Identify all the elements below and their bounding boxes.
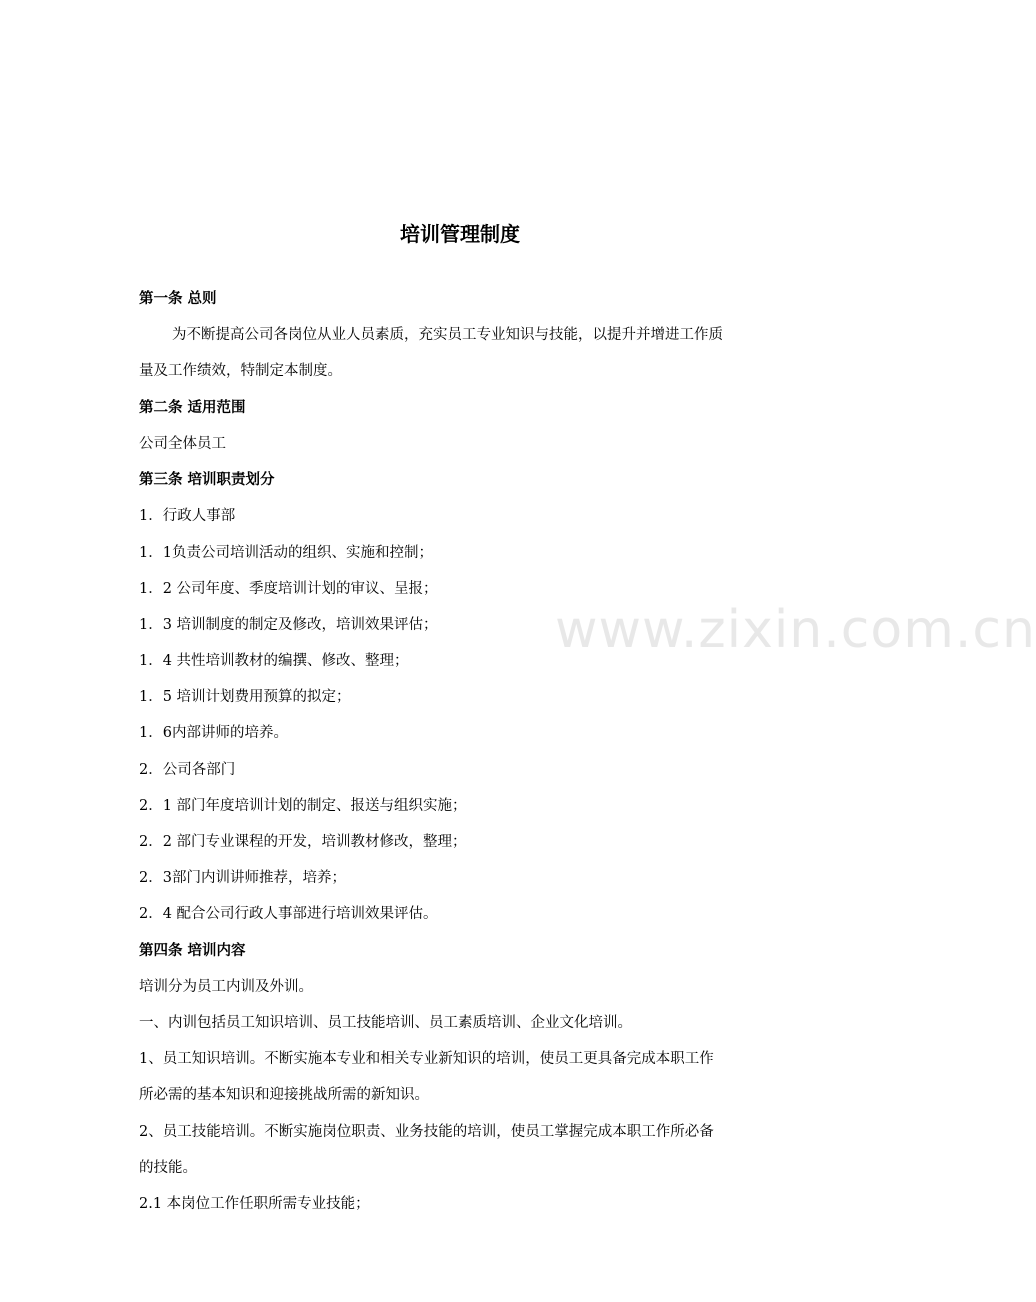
article-1-heading: 第一条 总则 (139, 291, 217, 307)
list-item: 2．4 配合公司行政人事部进行培训效果评估。 (139, 906, 438, 922)
paragraph-line: 的技能。 (139, 1160, 197, 1176)
article-2-heading: 第二条 适用范围 (139, 400, 246, 416)
list-item: 1．2 公司年度、季度培训计划的审议、呈报； (139, 581, 438, 597)
list-item: 2．1 部门年度培训计划的制定、报送与组织实施； (139, 798, 467, 814)
paragraph-line: 公司全体员工 (139, 436, 226, 452)
list-item: 2．公司各部门 (139, 762, 236, 778)
paragraph-line: 所必需的基本知识和迎接挑战所需的新知识。 (139, 1087, 429, 1103)
list-item: 1．5 培训计划费用预算的拟定； (139, 689, 351, 705)
watermark-text: www.zixin.com.cn (555, 600, 1036, 660)
list-item: 1．3 培训制度的制定及修改，培训效果评估； (139, 617, 438, 633)
article-3-heading: 第三条 培训职责划分 (139, 472, 275, 488)
list-item: 1．6内部讲师的培养。 (139, 725, 288, 741)
document-title: 培训管理制度 (400, 222, 520, 246)
article-4-heading: 第四条 培训内容 (139, 943, 246, 959)
paragraph-line: 为不断提高公司各岗位从业人员素质，充实员工专业知识与技能，以提升并增进工作质 (172, 327, 723, 343)
list-item: 2.1 本岗位工作任职所需专业技能； (139, 1196, 370, 1212)
list-item: 1．1负责公司培训活动的组织、实施和控制； (139, 545, 433, 561)
paragraph-line: 一、内训包括员工知识培训、员工技能培训、员工素质培训、企业文化培训。 (139, 1015, 632, 1031)
list-item: 2．3部门内训讲师推荐，培养； (139, 870, 346, 886)
paragraph-line: 培训分为员工内训及外训。 (139, 979, 313, 995)
paragraph-line: 量及工作绩效，特制定本制度。 (139, 363, 342, 379)
list-item: 1．行政人事部 (139, 508, 236, 524)
list-item: 1．4 共性培训教材的编撰、修改、整理； (139, 653, 409, 669)
paragraph-line: 2、员工技能培训。不断实施岗位职责、业务技能的培训，使员工掌握完成本职工作所必备 (139, 1124, 714, 1140)
paragraph-line: 1、员工知识培训。不断实施本专业和相关专业新知识的培训，使员工更具备完成本职工作 (139, 1051, 714, 1067)
list-item: 2．2 部门专业课程的开发，培训教材修改，整理； (139, 834, 467, 850)
